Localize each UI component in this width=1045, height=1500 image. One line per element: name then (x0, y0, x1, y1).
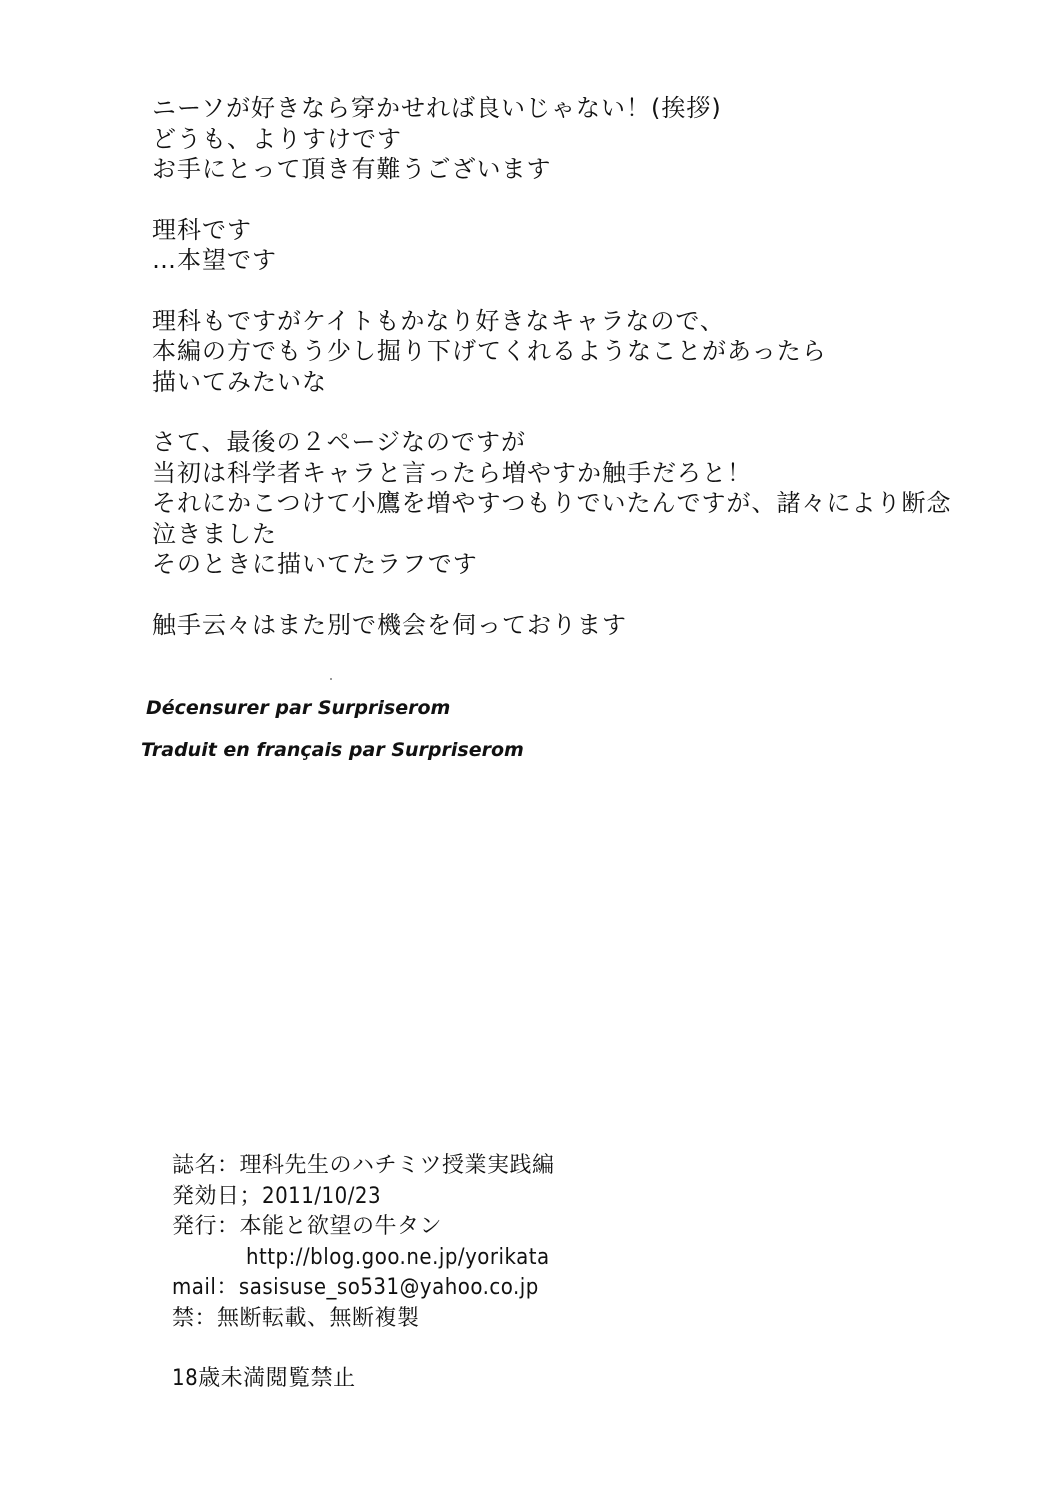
colophon-url: http://blog.goo.ne.jp/yorikata (246, 1244, 550, 1270)
scan-speck (330, 678, 332, 680)
afterword-line: お手にとって頂き有難うございます (152, 155, 552, 183)
afterword-paragraph (152, 93, 1012, 185)
colophon (172, 1151, 972, 1395)
colophon-gap (172, 1334, 972, 1364)
colophon-title: 誌名：理科先生のハチミツ授業実践編 (172, 1153, 555, 1178)
uncensor-credit: Décensurer par Surpriserom (146, 697, 451, 719)
colophon-prohibition: 禁：無断転載、無断複製 (172, 1305, 420, 1331)
afterword-line: 理科もですがケイトもかなり好きなキャラなので、 (152, 306, 725, 335)
afterword-line: 本編の方でもう少し掘り下げてくれるようなことがあったら (152, 337, 827, 365)
colophon-publisher: 発行：本能と欲望の牛タン (172, 1214, 443, 1239)
colophon-date: 発効日；2011/10/23 (172, 1183, 382, 1209)
afterword-line: ニーソが好きなら穿かせれば良いじゃない！(挨拶) (152, 94, 722, 122)
age-notice: 18歳未満閲覧禁止 (172, 1366, 356, 1391)
afterword-paragraph (152, 306, 1012, 398)
afterword-line: どうも、よりすけです (152, 124, 402, 153)
afterword-line: そのときに描いてたラフです (152, 550, 478, 578)
afterword-line: 理科です (152, 215, 252, 244)
colophon-mail: mail：sasisuse_so531@yahoo.co.jp (172, 1275, 539, 1300)
translation-credit: Traduit en français par Surpriserom (141, 739, 524, 761)
afterword-paragraph (152, 610, 1012, 641)
afterword-line: 泣きました (152, 519, 277, 548)
afterword-paragraph (152, 427, 1012, 580)
afterword-paragraph (152, 215, 1012, 276)
afterword-line: さて、最後の２ページなのですが (152, 428, 527, 456)
afterword-line: 触手云々はまた別で機会を伺っております (152, 610, 627, 639)
afterword-line: それにかこつけて小鷹を増やすつもりでいたんですが、諸々により断念 (152, 489, 952, 517)
afterword-line: 当初は科学者キャラと言ったら増やすか触手だろと！ (152, 458, 752, 487)
afterword-line: 描いてみたいな (152, 367, 327, 396)
afterword-text (152, 93, 1012, 670)
afterword-line: …本望です (152, 246, 277, 274)
